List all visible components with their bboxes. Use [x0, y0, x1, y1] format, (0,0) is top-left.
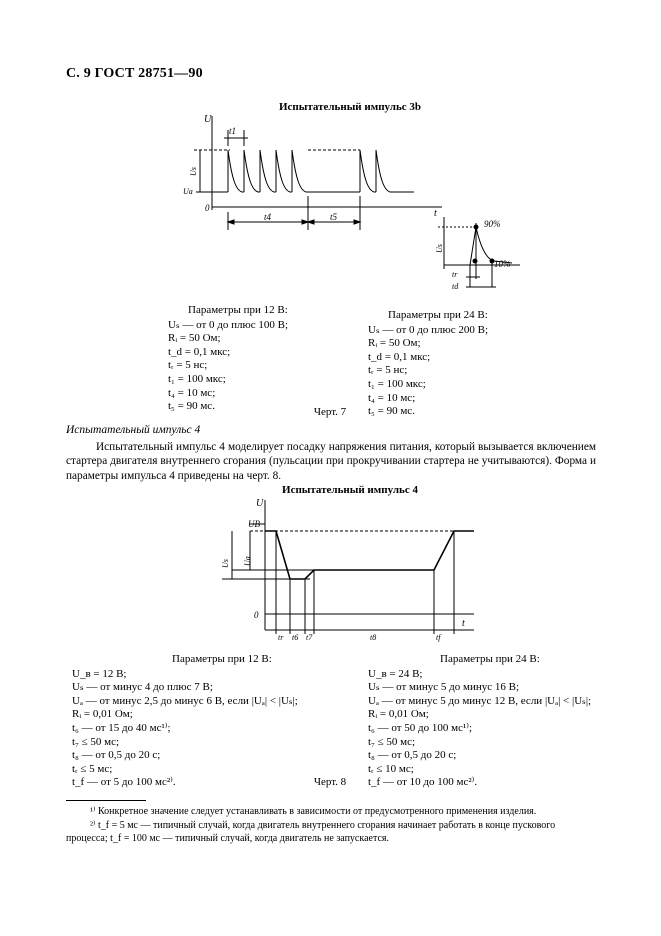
fig7-ua-label: Uа — [183, 187, 193, 196]
param-line: t₄ = 10 мс; — [368, 391, 416, 404]
fig8-diagram — [210, 494, 480, 646]
param-line: t₇ ≤ 50 мс; — [72, 735, 120, 748]
param-line: t₅ = 90 мс. — [368, 405, 415, 418]
inset-us-label: Us — [435, 244, 444, 253]
fig7-zero-label: 0 — [205, 203, 210, 213]
fig8-t8-label: t8 — [370, 633, 377, 642]
param-line: Uₛ — от 0 до плюс 200 В; — [368, 323, 489, 336]
param-line: Uₛ — от минус 5 до минус 16 В; — [368, 681, 520, 694]
param-line: t_f — от 10 до 100 мс²⁾. — [368, 776, 478, 789]
fig8-ua-label: Ua — [243, 556, 252, 566]
fig7-title: Испытательный импульс 3b — [278, 101, 422, 113]
param-line: Uₐ — от минус 2,5 до минус 6 В, если |Uₐ| < |Uₛ|; — [72, 694, 298, 707]
param-line: tᵣ = 5 нс; — [168, 359, 208, 372]
fig8-ub-label: UB — [248, 519, 260, 529]
param-line: t₈ — от 0,5 до 20 с; — [368, 749, 457, 762]
fig8-params-12 — [72, 653, 362, 790]
param-line: t₆ — от 15 до 40 мс¹⁾; — [72, 721, 171, 734]
footnote-2: ²⁾ t_f = 5 мс — типичный случай, когда двигатель внутреннего сгорания начинает работать в конце пускового процесса; t_f = 100 мс — типичный случай, когда двигатель не запускается. — [66, 820, 556, 844]
inset-td-label: td — [452, 282, 459, 291]
fig7-t5-label: t5 — [330, 212, 338, 222]
param-line: Rᵢ = 50 Ом; — [368, 337, 421, 350]
param-line: t₄ = 10 мс; — [168, 386, 216, 399]
fig8-u-label: U — [256, 498, 264, 509]
fig8-t6-label: t6 — [292, 633, 299, 642]
section-heading: Испытательный импульс 4 — [66, 424, 201, 436]
footnote-1: ¹⁾ Конкретное значение следует устанавливать в зависимости от предусмотренного применения изделия. — [90, 806, 537, 817]
param-line: t₁ = 100 мкс; — [368, 377, 426, 390]
fig7-us-label: Us — [189, 167, 198, 176]
inset-10-label: 10% — [494, 259, 511, 269]
param-line: Rᵢ = 0,01 Ом; — [368, 708, 429, 721]
param-line: t_d = 0,1 мкс; — [368, 350, 431, 363]
fig7-t-label: t — [434, 208, 437, 219]
fig8-tf-label: tf — [436, 633, 441, 642]
param-line: t_d = 0,1 мкс; — [168, 345, 231, 358]
inset-90-label: 90% — [484, 219, 501, 229]
param-line: t₁ = 100 мкс; — [168, 372, 226, 385]
fig8-zero-label: 0 — [254, 610, 259, 620]
fig7-inset — [432, 215, 522, 295]
param-line: Rᵢ = 50 Ом; — [168, 332, 221, 345]
param-line: tᵣ ≤ 5 мс; — [72, 762, 113, 775]
fig7-caption: Черт. 7 — [313, 406, 347, 418]
inset-tr-label: tr — [452, 270, 458, 279]
param-line: t₅ = 90 мс. — [168, 400, 215, 413]
footnote-divider — [66, 800, 146, 801]
fig7-params24-title: Параметры при 24 В: — [388, 309, 488, 321]
param-line: tᵣ = 5 нс; — [368, 364, 408, 377]
fig8-params-24 — [368, 653, 618, 790]
fig7-u-label: U — [204, 114, 212, 125]
param-line: t₇ ≤ 50 мс; — [368, 735, 416, 748]
fig7-params-24 — [368, 309, 568, 419]
fig7-t1-label: t1 — [229, 126, 237, 136]
fig7-params-12 — [168, 304, 368, 414]
fig8-us-label: Us — [221, 559, 230, 568]
param-line: U_в = 24 В; — [368, 667, 423, 680]
param-line: t_f — от 5 до 100 мс²⁾. — [72, 776, 176, 789]
param-line: Uₛ — от 0 до плюс 100 В; — [168, 318, 289, 331]
fig8-params24-title: Параметры при 24 В: — [440, 653, 540, 665]
param-line: t₈ — от 0,5 до 20 с; — [72, 749, 161, 762]
fig7-params12-title: Параметры при 12 В: — [188, 304, 288, 316]
fig8-caption: Черт. 8 — [313, 776, 347, 788]
fig8-t7-label: t7 — [306, 633, 313, 642]
param-line: tᵣ ≤ 10 мс; — [368, 762, 414, 775]
fig8-tr-label: tr — [278, 633, 284, 642]
param-line: t₆ — от 50 до 100 мс¹⁾; — [368, 721, 473, 734]
fig8-t-label: t — [462, 618, 465, 629]
param-line: U_в = 12 В; — [72, 667, 127, 680]
param-line: Uₛ — от минус 4 до плюс 7 В; — [72, 681, 213, 694]
param-line: Rᵢ = 0,01 Ом; — [72, 708, 133, 721]
fig8-title: Испытательный импульс 4 — [282, 484, 418, 496]
fig7-t4-label: t4 — [264, 212, 272, 222]
page-header: С. 9 ГОСТ 28751—90 — [66, 66, 203, 81]
section-paragraph: Испытательный импульс 4 моделирует посадку напряжения питания, который вызывается включением стартера двигателя внутреннего сгорания (пульсации при прокручивании стартера не учитываются). Форма и параметры импульса 4 приведены на черт. 8. — [66, 441, 596, 482]
param-line: Uₐ — от минус 5 до минус 12 В, если |Uₐ| < |Uₛ|; — [368, 694, 592, 707]
fig8-params12-title: Параметры при 12 В: — [172, 653, 272, 665]
